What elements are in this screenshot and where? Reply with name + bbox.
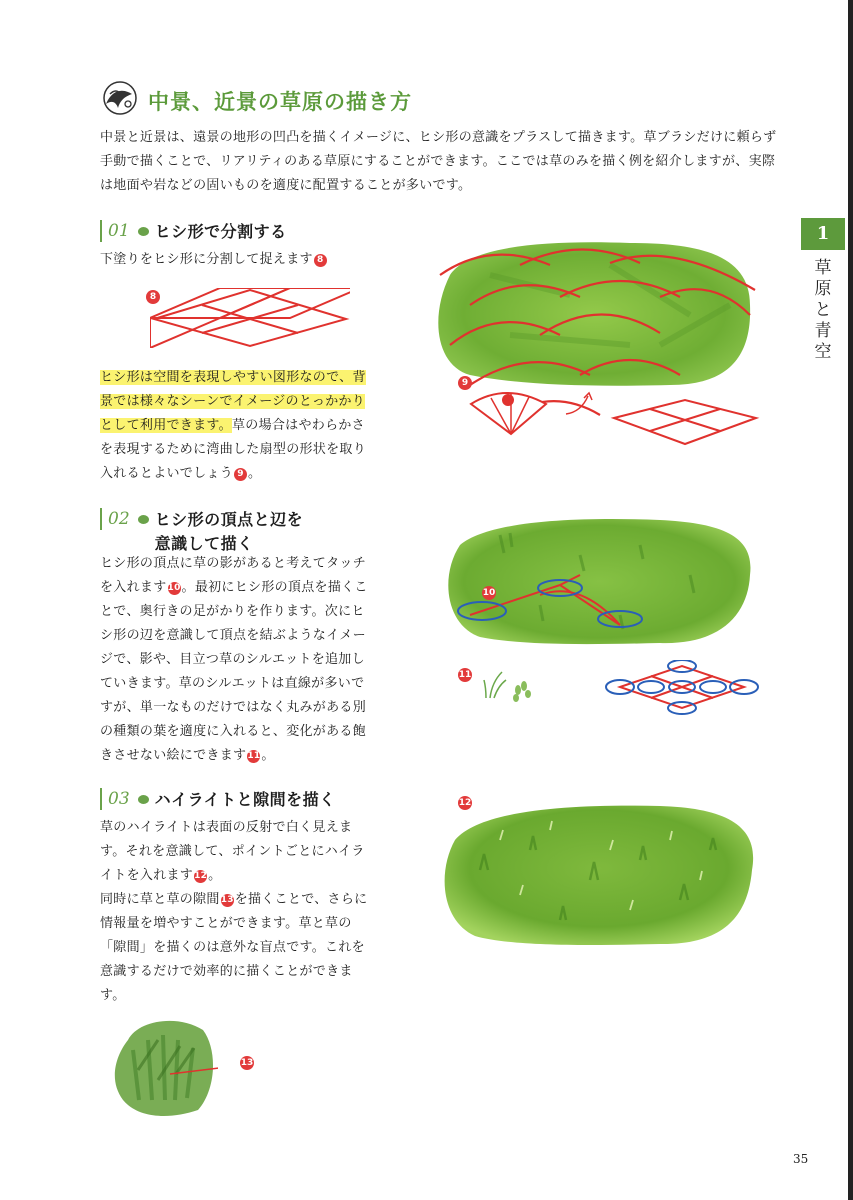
section-03-body: 草のハイライトは表面の反射で白く見えます。それを意識して、ポイントごとにハイライトを入れます12。 同時に草と草の隙間13を描くことで、さらに情報量を増やすことができます。草と草の「隙間」を描くのは意外な盲点です。これを意識するだけで効率的に描くことができます。 <box>100 820 368 1003</box>
grass-patch-vertices-illustration <box>440 515 760 655</box>
figure-label: 8 <box>146 290 160 304</box>
body-text: 同時に草と草の隙間 <box>100 892 220 907</box>
grass-gap-sample-illustration <box>108 1010 218 1120</box>
section-01-lead <box>100 248 400 272</box>
figure-label: 10 <box>482 588 496 598</box>
ref-badge: 9 <box>234 468 247 481</box>
rhombus-vertex-diagram <box>604 660 764 716</box>
rhombus-grid-diagram <box>150 288 350 348</box>
section-01-body: ヒシ形は空間を表現しやすい図形なので、背景では様々なシーンでイメージのとっかかりとして利用できます。草の場合はやわらかさを表現するために湾曲した扇型の形状を取り入れるとよいでしょう 9 。 <box>100 370 367 481</box>
section-title: ハイライトと隙間を描く <box>154 790 336 809</box>
bullet-dot-icon <box>138 795 149 804</box>
highlighted-text: ヒシ形は空間を表現しやすい図形なので、背景では様々なシーンでイメージのとっかかりとして利用できます。 <box>100 370 366 433</box>
leaf-ornament-icon <box>98 80 142 116</box>
figure-label: 13 <box>240 1058 254 1068</box>
ref-badge: 10 <box>167 583 181 593</box>
section-number: 03 <box>100 788 130 810</box>
grass-patch-highlights-illustration <box>440 800 760 950</box>
body-text: 草の場合はやわらかさを表現するために湾曲した扇型の形状を取り入れるとよいでしょう <box>100 418 367 481</box>
page-number: 35 <box>793 1152 809 1166</box>
chapter-number-tab[interactable]: 1 <box>801 218 845 250</box>
page-edge-rule <box>848 0 853 1200</box>
fan-shape-icon <box>466 384 616 444</box>
title-line-1: ヒシ形の頂点と辺を <box>154 510 304 529</box>
body-text: 。最初にヒシ形の頂点を描くことで、奥行きの足がかりを作ります。次にヒシ形の辺を意識して頂点を結ぶようなイメージで、影や、目立つ草のシルエットを追加していきます。草のシルエットは直線が多いですが、単一なものだけではなく丸みがある別の種類の葉を適度に入れると、変化がある飽きさせない絵にできます <box>100 580 368 763</box>
ref-badge: 12 <box>194 871 208 881</box>
curved-arrow-icon <box>566 396 588 414</box>
section-02-body: ヒシ形の頂点に草の影があると考えてタッチを入れます10。最初にヒシ形の頂点を描くことで、奥行きの足がかりを作ります。次にヒシ形の辺を意識して頂点を結ぶようなイメージで、影や、目立つ草のシルエットを追加していきます。草のシルエットは直線が多いですが、単一なものだけではなく丸みがある別の種類の葉を適度に入れると、変化がある飽きさせない絵にできます11。 <box>100 556 368 763</box>
figure-label: 12 <box>458 798 472 808</box>
body-text: ヒシ形の頂点に草の影があると考えてタッチを入れます <box>100 556 367 595</box>
section-03-heading <box>100 788 336 812</box>
ref-badge: 13 <box>220 895 234 905</box>
title-line-2: 意識して描く <box>154 534 254 553</box>
section-number: 02 <box>100 508 130 530</box>
section-title: ヒシ形で分割する <box>154 222 287 241</box>
bullet-dot-icon <box>138 227 149 236</box>
bullet-dot-icon <box>138 515 149 524</box>
figure-label: 9 <box>458 376 472 390</box>
body-text: を描くことで、さらに情報量を増やすことができます。草と草の「隙間」を描くのは意外な盲点です。これを意識するだけで効率的に描くことができます。 <box>100 892 368 1003</box>
page-title: 中景、近景の草原の描き方 <box>148 90 412 114</box>
body-text: 草のハイライトは表面の反射で白く見えます。それを意識して、ポイントごとにハイライトを入れます <box>100 820 365 883</box>
section-number: 01 <box>100 220 130 242</box>
section-title <box>155 508 304 556</box>
chapter-title-vertical: 草原と青空 <box>814 258 832 362</box>
section-02-heading <box>100 508 303 556</box>
ref-badge: 11 <box>247 751 261 761</box>
ref-badge: 8 <box>314 254 327 267</box>
figure-label: 11 <box>458 670 472 680</box>
intro-paragraph: 中景と近景は、遠景の地形の凹凸を描くイメージに、ヒシ形の意識をプラスして描きます。草ブラシだけに頼らず手動で描くことで、リアリティのある草原にすることができます。ここでは草のみを描く例を紹介しますが、実際は地面や岩などの固いものを適度に配置することが多いです。 <box>100 130 777 193</box>
grass-blade-icon <box>480 668 540 704</box>
lead-text: 下塗りをヒシ形に分割して捉えます <box>100 252 313 267</box>
rhombus-small-diagram <box>610 398 760 448</box>
section-01-heading <box>100 220 287 244</box>
